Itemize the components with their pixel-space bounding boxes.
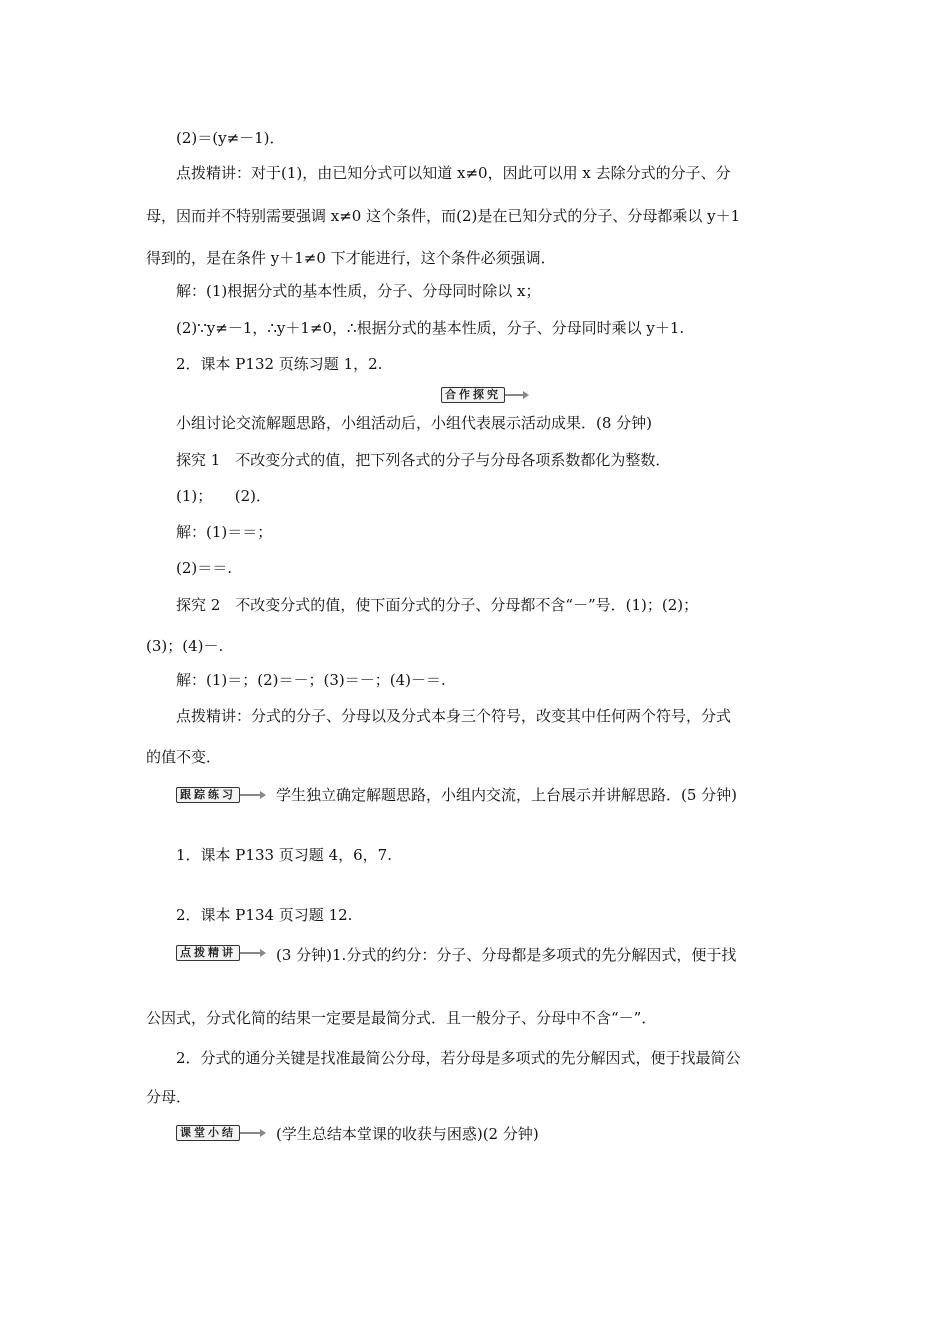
text-line: (2)＝＝. [176,559,233,577]
text-line: 的值不变． [146,748,222,766]
text-line: 小组讨论交流解题思路，小组活动后，小组代表展示活动成果．(8 分钟) [176,414,653,432]
text-line: 探究 2 不改变分式的值，使下面分式的分子、分母都不含“－”号．(1)；(2)； [176,596,699,614]
arrow-icon [505,394,527,396]
text-line: (2)∵y≠－1，∴y＋1≠0，∴根据分式的基本性质，分子、分母同时乘以 y＋1. [176,319,685,337]
text-line: 解：(1)＝；(2)＝－；(3)＝－；(4)－＝. [176,671,446,689]
text-line: (3)；(4)－. [146,637,224,655]
cooperate-label: 合作探究 [441,387,505,403]
text-line: 分母． [146,1088,192,1106]
arrow-icon [240,1132,264,1134]
arrow-icon [240,794,264,796]
text-line: 2．课本 P132 页练习题 1，2. [176,355,383,373]
text-line: 2．课本 P134 页习题 12. [176,906,353,924]
summary-label: 课堂小结 [176,1125,240,1141]
text-line: 探究 1 不改变分式的值，把下列各式的分子与分母各项系数都化为整数． [176,451,671,469]
text-line: 解：(1)根据分式的基本性质，分子、分母同时除以 x； [176,282,541,300]
text-line: (学生总结本堂课的收获与困惑)(2 分钟) [276,1125,539,1143]
text-line: 点拨精讲：对于(1)，由已知分式可以知道 x≠0，因此可以用 x 去除分式的分子、分 [176,164,731,182]
text-line: 2．分式的通分关键是找准最简公分母，若分母是多项式的先分解因式，便于找最简公 [176,1049,741,1067]
text-line: (1)； (2)． [176,487,271,505]
section-tag-practice [176,785,264,805]
explain-label: 点拨精讲 [176,945,240,961]
text-line: 学生独立确定解题思路，小组内交流，上台展示并讲解思路．(5 分钟) [276,786,738,804]
section-tag-summary [176,1123,264,1143]
text-line: 点拨精讲：分式的分子、分母以及分式本身三个符号，改变其中任何两个符号，分式 [176,707,732,725]
arrow-icon [240,952,264,954]
text-line: (2)＝(y≠－1)． [176,129,285,147]
text-line: 母，因而并不特别需要强调 x≠0 这个条件，而(2)是在已知分式的分子、分母都乘以 y＋1 [146,207,741,225]
text-line: 得到的，是在条件 y＋1≠0 下才能进行，这个条件必须强调． [146,249,556,267]
text-line: 1．课本 P133 页习题 4，6，7. [176,846,392,864]
text-line: 解：(1)＝＝； [176,523,273,541]
text-line: 公因式，分式化简的结果一定要是最简分式．且一般分子、分母中不含“－”． [146,1009,657,1027]
section-tag-explain [176,943,264,963]
section-tag-cooperate [441,385,527,405]
text-line: (3 分钟)1.分式的约分：分子、分母都是多项式的先分解因式，便于找 [276,946,737,964]
practice-label: 跟踪练习 [176,787,240,803]
